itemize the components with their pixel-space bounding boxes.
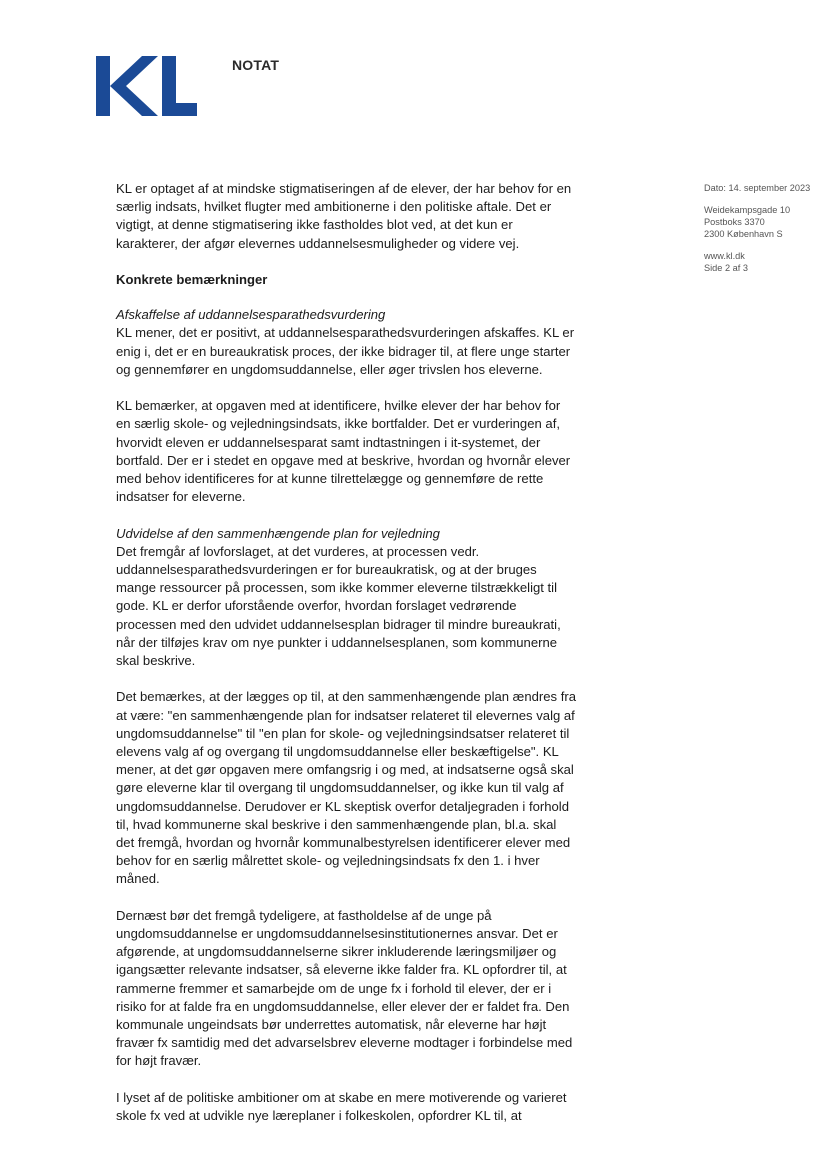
subsection-2 <box>116 525 576 671</box>
subsection-1-paragraph-1: KL mener, det er positivt, at uddannelsesparathedsvurderingen afskaffes. KL er enig i, det er en bureaukratisk proces, der ikke bidrager til, at flere unge starter og gennemfører en ungdomsuddannelse, eller øger trivslen hos eleverne. <box>116 325 575 377</box>
subsection-2-paragraph-2: Det bemærkes, at der lægges op til, at den sammenhængende plan ændres fra at være: "en sammenhængende plan for indsatser relateret til elevernes valg af ungdomsuddannelse" til "en plan for skole- og vejledningsindsatser relateret til elevens valg af og overgang til ungdomsuddannelse eller beskæftigelse". KL mener, at det gør opgaven mere omfangsrig i og med, at indsatserne også skal gøre eleverne klar til overgang til ungdomsuddannelser, og ikke kun til valg af ungdomsuddannelse. Derudover er KL skeptisk overfor detaljegraden i forhold til, hvad kommunerne skal beskrive i den sammenhængende plan, bl.a. skal det fremgå, hvordan og hvornår kommunalbestyrelsen identificerer elever med behov for en særlig målrettet skole- og vejledningsindsats fx den 1. i hver måned. <box>116 689 576 887</box>
document-date: Dato: 14. september 2023 <box>704 183 811 193</box>
document-type: NOTAT <box>232 57 280 73</box>
subsection-1 <box>116 306 576 379</box>
kl-logo-mark <box>96 56 198 116</box>
address-city: 2300 København S <box>704 229 783 239</box>
address-street: Weidekampsgade 10 <box>704 205 791 215</box>
subsection-2-paragraph-3: Dernæst bør det fremgå tydeligere, at fastholdelse af de unge på ungdomsuddannelse er ungdomsuddannelsesinstitutionernes ansvar. Det er afgørende, at ungdomsuddannelserne sikrer inkluderende læringsmiljøer og igangsætter relevante indsatser, så eleverne ikke falder fra. KL opfordrer til, at rammerne fremmer et samarbejde om de unge fx i forhold til elever, der er i risiko for at falde fra en ungdomsuddannelse, eller elever der er faldet fra. Den kommunale ungeindsats bør underrettes automatisk, når eleverne har højt fravær fx samtidig med det advarselsbrev eleverne modtager i forbindelse med for højt fravær. <box>116 907 573 1069</box>
subsection-2-title: Udvidelse af den sammenhængende plan for vejledning <box>116 525 440 541</box>
address-block <box>704 204 828 240</box>
section-heading: Konkrete bemærkninger <box>116 272 268 287</box>
sidebar-info <box>704 182 828 284</box>
subsection-1-paragraph-2: KL bemærker, at opgaven med at identificere, hvilke elever der har behov for en særlig skole- og vejledningsindsats, ikke bortfalder. Det er vurderingen af, hvorvidt eleven er uddannelsesparat samt indtastningen i it-systemet, der bortfald. Der er i stedet en opgave med at beskrive, hvordan og hvornår elever med behov identificeres for at kunne tilrettelægge og gennemføre de rette indsatser for eleverne. <box>116 398 571 505</box>
kl-logo <box>96 56 198 116</box>
intro-paragraph: KL er optaget af at mindske stigmatiseringen af de elever, der har behov for en særlig indsats, hvilket flugter med ambitionerne i den politiske aftale. Det er vigtigt, at denne stigmatisering ikke fastholdes blot ved, at det kun er karakterer, der afgør elevernes uddannelsesmuligheder og videre vej. <box>116 181 572 251</box>
subsection-2-paragraph-1: Det fremgår af lovforslaget, at det vurderes, at processen vedr. uddannelsesparathedsvurderingen er for bureaukratisk, og at der bruges mange ressourcer på processen, som ikke kommer eleverne tilstrækkeligt til gode. KL er derfor uforstående overfor, hvordan forslaget vedrørende processen med den udvidet uddannelsesplan bidrager til mindre bureaukrati, når der tilføjes krav om nye punkter i uddannelsesplanen, som kommunerne skal beskrive. <box>116 543 561 669</box>
page-number: Side 2 af 3 <box>704 263 748 273</box>
document-body <box>116 180 576 1143</box>
subsection-1-title: Afskaffelse af uddannelsesparathedsvurdering <box>116 307 386 323</box>
address-pobox: Postboks 3370 <box>704 217 765 227</box>
website-link[interactable]: www.kl.dk <box>704 251 745 261</box>
subsection-2-paragraph-4: I lyset af de politiske ambitioner om at skabe en mere motiverende og varieret skole fx ved at udvikle nye læreplaner i folkeskolen, opfordrer KL til, at <box>116 1089 567 1124</box>
